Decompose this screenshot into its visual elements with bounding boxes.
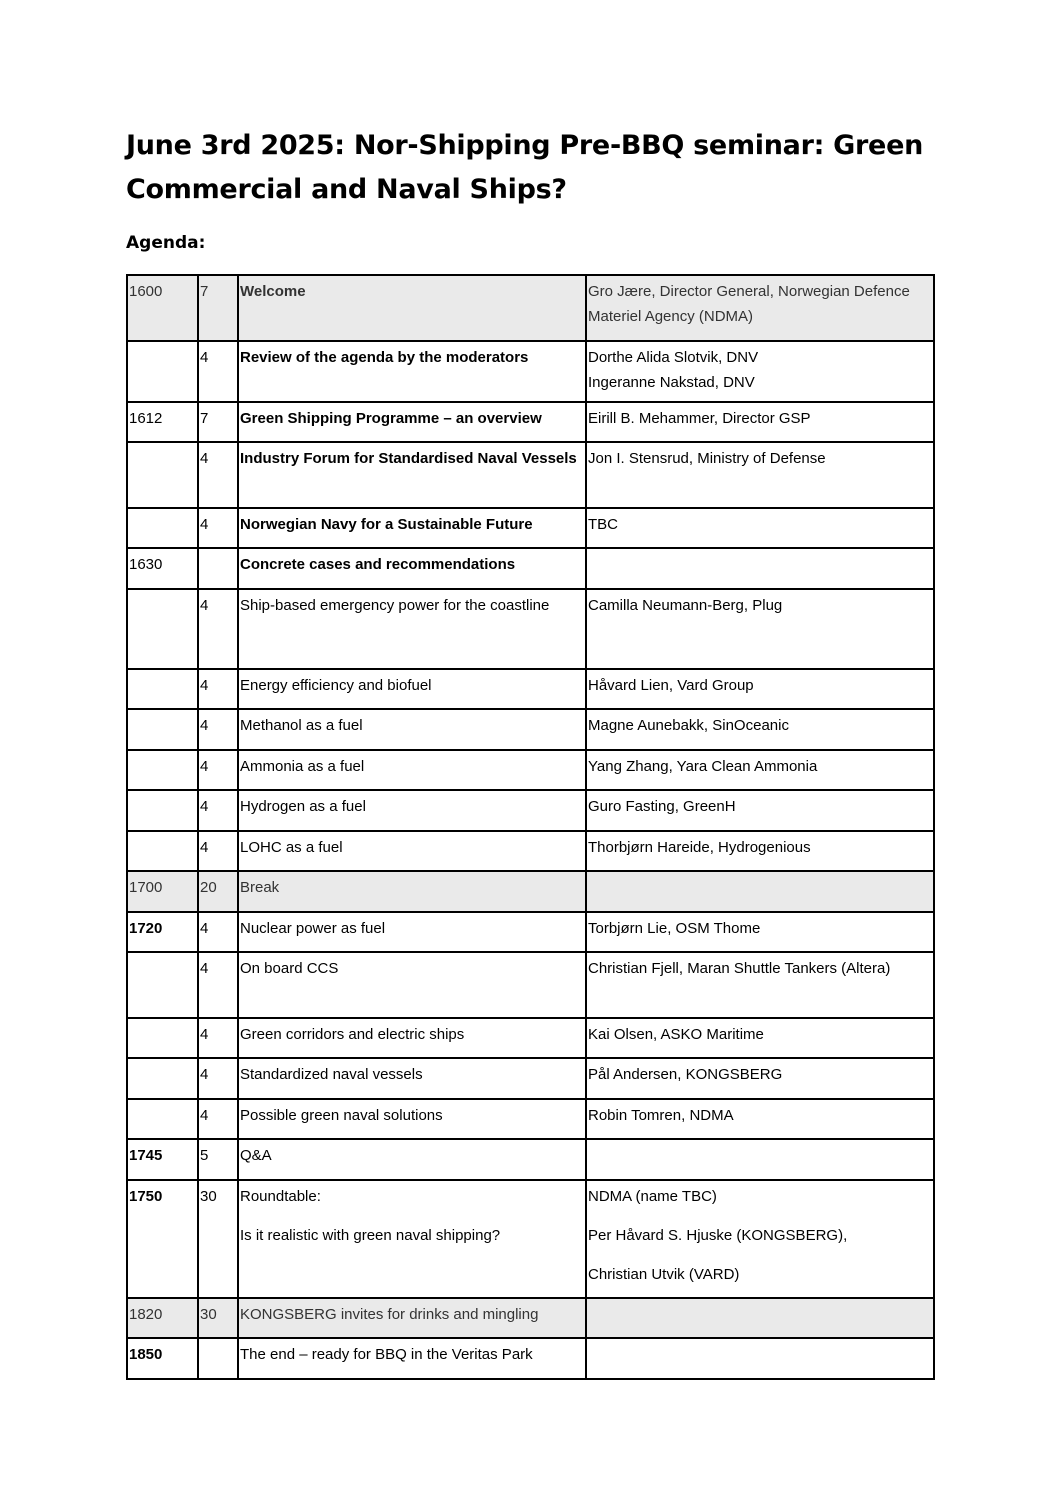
agenda-topic <box>238 1298 586 1338</box>
agenda-row <box>127 1099 934 1139</box>
agenda-topic-line: Review of the agenda by the moderators <box>240 349 529 366</box>
agenda-speaker <box>586 402 934 442</box>
agenda-speaker-line: Camilla Neumann-Berg, Plug <box>588 597 783 614</box>
agenda-speaker <box>586 952 934 1018</box>
agenda-topic-line: Q&A <box>240 1147 272 1164</box>
agenda-topic-line: Industry Forum for Standardised Naval Vessels <box>240 450 577 467</box>
agenda-speaker-line: Robin Tomren, NDMA <box>588 1107 734 1124</box>
agenda-time: 1720 <box>127 912 198 952</box>
agenda-minutes: 4 <box>198 1018 238 1058</box>
agenda-topic <box>238 341 586 402</box>
agenda-topic <box>238 669 586 709</box>
agenda-speaker-line: Gro Jære, Director General, Norwegian Defence Materiel Agency (NDMA) <box>588 283 910 325</box>
agenda-topic-line: Welcome <box>240 283 306 300</box>
agenda-time <box>127 790 198 831</box>
agenda-topic <box>238 871 586 912</box>
agenda-minutes: 30 <box>198 1298 238 1338</box>
agenda-minutes: 7 <box>198 402 238 442</box>
agenda-time: 1850 <box>127 1338 198 1379</box>
agenda-speaker-line: Christian Fjell, Maran Shuttle Tankers (Altera) <box>588 960 891 977</box>
agenda-speaker-line: Kai Olsen, ASKO Maritime <box>588 1026 764 1043</box>
agenda-row <box>127 402 934 442</box>
agenda-minutes: 4 <box>198 831 238 871</box>
agenda-topic <box>238 1180 586 1298</box>
agenda-topic-line: Standardized naval vessels <box>240 1066 423 1083</box>
agenda-topic-line: LOHC as a fuel <box>240 839 343 856</box>
agenda-time: 1700 <box>127 871 198 912</box>
agenda-row <box>127 1139 934 1180</box>
agenda-minutes: 4 <box>198 589 238 669</box>
agenda-topic-line: Break <box>240 879 280 896</box>
agenda-speaker <box>586 548 934 589</box>
agenda-time <box>127 669 198 709</box>
agenda-speaker <box>586 1139 934 1180</box>
agenda-time: 1745 <box>127 1139 198 1180</box>
agenda-time: 1630 <box>127 548 198 589</box>
agenda-topic-line: Possible green naval solutions <box>240 1107 443 1124</box>
agenda-speaker <box>586 790 934 831</box>
agenda-speaker <box>586 508 934 548</box>
agenda-row <box>127 548 934 589</box>
agenda-topic-line: On board CCS <box>240 960 339 977</box>
agenda-speaker <box>586 871 934 912</box>
agenda-minutes: 7 <box>198 275 238 341</box>
agenda-speaker <box>586 1298 934 1338</box>
agenda-speaker-line: Christian Utvik (VARD) <box>588 1266 740 1283</box>
agenda-minutes <box>198 548 238 589</box>
agenda-speaker-line: Per Håvard S. Hjuske (KONGSBERG), <box>588 1227 848 1244</box>
agenda-minutes: 4 <box>198 790 238 831</box>
agenda-heading: Agenda: <box>126 233 206 253</box>
agenda-minutes: 4 <box>198 709 238 750</box>
agenda-speaker <box>586 669 934 709</box>
agenda-row <box>127 952 934 1018</box>
agenda-minutes: 4 <box>198 508 238 548</box>
agenda-time <box>127 831 198 871</box>
agenda-row <box>127 912 934 952</box>
agenda-topic <box>238 831 586 871</box>
agenda-topic <box>238 402 586 442</box>
agenda-time: 1750 <box>127 1180 198 1298</box>
agenda-topic <box>238 1099 586 1139</box>
agenda-speaker-line: Dorthe Alida Slotvik, DNV <box>588 349 759 366</box>
agenda-time: 1600 <box>127 275 198 341</box>
agenda-speaker-line: Magne Aunebakk, SinOceanic <box>588 717 789 734</box>
agenda-speaker-line: Torbjørn Lie, OSM Thome <box>588 920 761 937</box>
agenda-minutes: 5 <box>198 1139 238 1180</box>
agenda-speaker <box>586 1338 934 1379</box>
agenda-row <box>127 508 934 548</box>
agenda-topic-line: Norwegian Navy for a Sustainable Future <box>240 516 533 533</box>
agenda-topic-line: KONGSBERG invites for drinks and mingling <box>240 1306 539 1323</box>
agenda-speaker-line: NDMA (name TBC) <box>588 1188 717 1205</box>
agenda-speaker-line: Ingeranne Nakstad, DNV <box>588 374 755 391</box>
agenda-topic-line: Ship-based emergency power for the coastline <box>240 597 550 614</box>
agenda-topic-line: Methanol as a fuel <box>240 717 363 734</box>
agenda-speaker-line: Håvard Lien, Vard Group <box>588 677 754 694</box>
agenda-speaker <box>586 912 934 952</box>
agenda-topic <box>238 275 586 341</box>
agenda-speaker-line: Pål Andersen, KONGSBERG <box>588 1066 783 1083</box>
agenda-minutes: 4 <box>198 1099 238 1139</box>
agenda-time <box>127 1058 198 1099</box>
agenda-table <box>126 274 935 1380</box>
agenda-speaker-line: Guro Fasting, GreenH <box>588 798 736 815</box>
agenda-time <box>127 750 198 790</box>
agenda-time <box>127 709 198 750</box>
agenda-time: 1612 <box>127 402 198 442</box>
agenda-topic-line: Ammonia as a fuel <box>240 758 365 775</box>
agenda-topic <box>238 1058 586 1099</box>
agenda-minutes: 4 <box>198 952 238 1018</box>
agenda-topic-line: The end – ready for BBQ in the Veritas Park <box>240 1346 533 1363</box>
agenda-time <box>127 442 198 508</box>
agenda-row <box>127 442 934 508</box>
agenda-row <box>127 831 934 871</box>
agenda-speaker-line: Thorbjørn Hareide, Hydrogenious <box>588 839 811 856</box>
agenda-row <box>127 871 934 912</box>
agenda-topic-line: Nuclear power as fuel <box>240 920 386 937</box>
page-title: June 3rd 2025: Nor-Shipping Pre-BBQ seminar: Green Commercial and Naval Ships? <box>126 130 924 205</box>
agenda-row <box>127 589 934 669</box>
agenda-topic-line: Green Shipping Programme – an overview <box>240 410 542 427</box>
agenda-speaker <box>586 750 934 790</box>
agenda-speaker-line: Jon I. Stensrud, Ministry of Defense <box>588 450 826 467</box>
agenda-row <box>127 1298 934 1338</box>
agenda-time <box>127 952 198 1018</box>
agenda-row <box>127 669 934 709</box>
agenda-minutes <box>198 1338 238 1379</box>
agenda-topic <box>238 1338 586 1379</box>
agenda-topic <box>238 912 586 952</box>
agenda-speaker <box>586 589 934 669</box>
agenda-topic <box>238 548 586 589</box>
agenda-topic-line: Is it realistic with green naval shipping? <box>240 1227 501 1244</box>
agenda-minutes: 4 <box>198 669 238 709</box>
agenda-topic-line: Green corridors and electric ships <box>240 1026 465 1043</box>
agenda-topic-line: Hydrogen as a fuel <box>240 798 366 815</box>
agenda-speaker <box>586 709 934 750</box>
agenda-topic <box>238 1018 586 1058</box>
agenda-minutes: 4 <box>198 341 238 402</box>
agenda-topic-line: Roundtable: <box>240 1188 321 1205</box>
agenda-topic <box>238 709 586 750</box>
agenda-topic <box>238 1139 586 1180</box>
agenda-topic <box>238 442 586 508</box>
agenda-speaker-line: TBC <box>588 516 618 533</box>
agenda-time: 1820 <box>127 1298 198 1338</box>
agenda-time <box>127 1099 198 1139</box>
agenda-row <box>127 1180 934 1298</box>
agenda-minutes: 30 <box>198 1180 238 1298</box>
agenda-speaker-line: Yang Zhang, Yara Clean Ammonia <box>588 758 818 775</box>
agenda-speaker <box>586 442 934 508</box>
agenda-time <box>127 1018 198 1058</box>
agenda-minutes: 4 <box>198 912 238 952</box>
agenda-time <box>127 508 198 548</box>
agenda-row <box>127 709 934 750</box>
agenda-topic <box>238 589 586 669</box>
agenda-row <box>127 275 934 341</box>
agenda-speaker <box>586 275 934 341</box>
agenda-row <box>127 1018 934 1058</box>
agenda-row <box>127 790 934 831</box>
agenda-row <box>127 1058 934 1099</box>
agenda-minutes: 4 <box>198 750 238 790</box>
agenda-topic <box>238 750 586 790</box>
agenda-topic-line: Concrete cases and recommendations <box>240 556 516 573</box>
agenda-topic-line: Energy efficiency and biofuel <box>240 677 432 694</box>
agenda-topic <box>238 952 586 1018</box>
agenda-time <box>127 341 198 402</box>
agenda-speaker <box>586 341 934 402</box>
agenda-table-body <box>127 275 934 1379</box>
agenda-topic <box>238 508 586 548</box>
agenda-speaker <box>586 1058 934 1099</box>
agenda-speaker-line: Eirill B. Mehammer, Director GSP <box>588 410 811 427</box>
agenda-minutes: 20 <box>198 871 238 912</box>
agenda-row <box>127 341 934 402</box>
agenda-minutes: 4 <box>198 1058 238 1099</box>
agenda-speaker <box>586 1099 934 1139</box>
agenda-minutes: 4 <box>198 442 238 508</box>
agenda-speaker <box>586 831 934 871</box>
agenda-row <box>127 1338 934 1379</box>
agenda-time <box>127 589 198 669</box>
agenda-topic <box>238 790 586 831</box>
agenda-speaker <box>586 1180 934 1298</box>
agenda-row <box>127 750 934 790</box>
agenda-speaker <box>586 1018 934 1058</box>
